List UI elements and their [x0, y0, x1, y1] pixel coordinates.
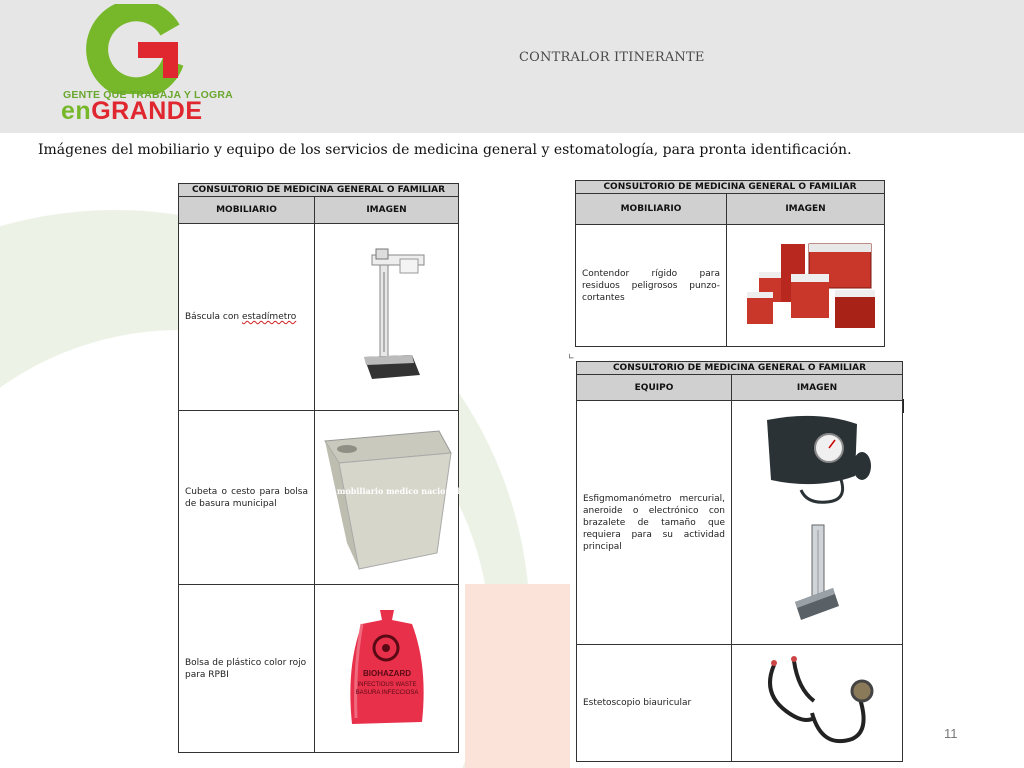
- table-header: [179, 197, 458, 224]
- table-header: [577, 375, 902, 401]
- bag-label: INFECTIOUS WASTE: [356, 682, 417, 688]
- biohazard-bag-image: [315, 585, 458, 752]
- anchor-icon: ∟: [568, 352, 575, 361]
- row-label: Bolsa de plástico color rojo para RPBI: [179, 585, 315, 752]
- column-header-equipo: EQUIPO: [577, 375, 732, 400]
- logo-tagline: GENTE QUE TRABAJA Y LOGRA: [63, 89, 233, 101]
- column-header-imagen: IMAGEN: [785, 204, 826, 214]
- table-title: CONSULTORIO DE MEDICINA GENERAL O FAMILIAR: [179, 184, 458, 197]
- bag-label: BASURA INFECCIOSA: [355, 690, 418, 696]
- table-row: [179, 585, 458, 752]
- stethoscope-image: [732, 645, 902, 761]
- text-cursor: [903, 399, 904, 413]
- table-row: [576, 225, 884, 346]
- row-label: Contendor rígido para residuos peligrosos punzo-cortantes: [576, 225, 727, 346]
- column-header-mobiliario: MOBILIARIO: [576, 194, 727, 224]
- background-block: [465, 584, 570, 768]
- scale-image: [315, 224, 458, 410]
- row-label: Estetoscopio biauricular: [577, 645, 732, 761]
- bag-label: BIOHAZARD: [362, 669, 411, 678]
- row-label: Báscula con estadímetro: [179, 224, 315, 410]
- row-label: Esfigmomanómetro mercurial, aneroide o electrónico con brazalete de tamaño que requiera para su actividad principal: [577, 401, 732, 644]
- table-row: [577, 645, 902, 761]
- column-header-imagen: IMAGEN: [796, 382, 838, 393]
- table-furniture-right: [575, 180, 885, 347]
- image-watermark: mobiliario medico nacional: [337, 486, 460, 496]
- page-number: 11: [944, 726, 958, 741]
- table-title: CONSULTORIO DE MEDICINA GENERAL O FAMILIAR: [577, 362, 902, 375]
- table-row: [179, 411, 458, 585]
- table-title: CONSULTORIO DE MEDICINA GENERAL O FAMILIAR: [576, 181, 884, 194]
- table-row: [179, 224, 458, 411]
- sphygmomanometer-image: [732, 401, 902, 644]
- logo: [60, 4, 233, 126]
- logo-wordmark: enGRANDE: [61, 97, 203, 125]
- header-title: CONTRALOR ITINERANTE: [519, 50, 705, 65]
- table-row: [577, 401, 902, 645]
- slide-header: [0, 0, 1024, 133]
- waste-basket-image: [315, 411, 458, 584]
- column-header-imagen: IMAGEN: [366, 205, 407, 215]
- table-furniture-left: [178, 183, 459, 753]
- logo-g-icon: [60, 4, 220, 94]
- row-label: Cubeta o cesto para bolsa de basura municipal: [179, 411, 315, 584]
- column-header-mobiliario: MOBILIARIO: [179, 197, 315, 223]
- table-header: [576, 194, 884, 225]
- slide-subtitle: Imágenes del mobiliario y equipo de los servicios de medicina general y estomatología, para pronta identificación.: [38, 142, 852, 158]
- table-equipment-right: [576, 361, 903, 762]
- sharps-containers-image: [727, 225, 884, 346]
